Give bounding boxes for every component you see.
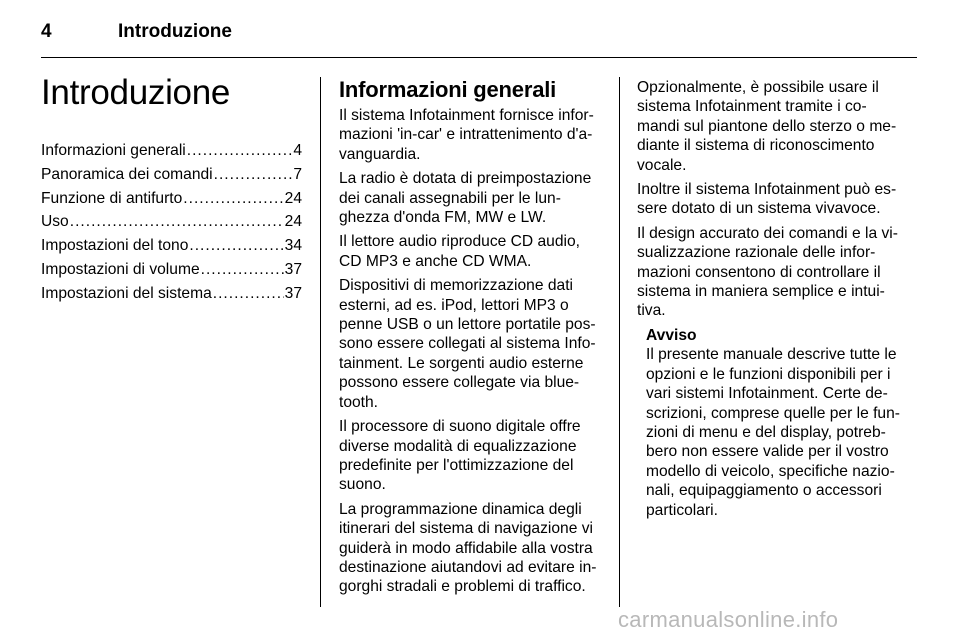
header-rule: [41, 57, 917, 58]
body-column-2: [339, 78, 601, 602]
toc-label: Impostazioni di volume: [41, 260, 200, 278]
toc-label: Uso: [41, 213, 69, 231]
note-text: Il presente manuale descrive tutte le opzioni e le funzioni disponibili per i vari sistemi Infotainment. Certe de- scrizioni, comprese quelle per le fun- zioni di menu e del display, potreb- bero non essere valide per il vostro modello di veicolo, specifiche nazio- nali, equipaggiamento o accessori particolari.: [646, 346, 900, 519]
column-divider-1: [320, 77, 321, 607]
toc-entry[interactable]: [41, 212, 302, 236]
toc-leader: [187, 141, 293, 160]
toc-leader: [214, 165, 293, 184]
column-divider-2: [619, 77, 620, 607]
paragraph: Il lettore audio riproduce CD audio, CD MP3 e anche CD WMA.: [339, 233, 580, 270]
toc-leader: [213, 284, 284, 303]
table-of-contents: [41, 141, 302, 308]
toc-entry[interactable]: [41, 284, 302, 308]
note-box: [637, 326, 901, 520]
paragraph: Il processore di suono digitale offre diverse modalità di equalizzazione predefinite per l'ottimizzazione del suono.: [339, 418, 581, 494]
toc-page: 37: [284, 284, 302, 302]
section-title: Informazioni generali: [339, 77, 557, 102]
toc-page: 24: [284, 213, 302, 231]
toc-page: 7: [293, 165, 302, 183]
toc-column: [41, 71, 302, 308]
paragraph: Inoltre il sistema Infotainment può es- sere dotato di un sistema vivavoce.: [637, 181, 897, 218]
watermark: carmanualsonline.info: [618, 607, 839, 632]
toc-page: 37: [284, 260, 302, 278]
toc-label: Impostazioni del sistema: [41, 284, 212, 302]
toc-entry[interactable]: [41, 260, 302, 284]
paragraph: Il design accurato dei comandi e la vi- sualizzazione razionale delle infor- mazioni consentono di controllare il sistema in maniera semplice e intui- tiva.: [637, 224, 898, 320]
paragraph: Dispositivi di memorizzazione dati esterni, ad es. iPod, lettori MP3 o penne USB o un lettore portatile pos- sono essere collegati al sistema Info- tainment. Le sorgenti audio esterne possono essere collegate via blue- tooth.: [339, 277, 596, 411]
toc-label: Funzione di antifurto: [41, 189, 183, 207]
toc-label: Impostazioni del tono: [41, 237, 189, 255]
toc-leader: [183, 189, 283, 208]
toc-leader: [189, 236, 283, 255]
body-column-3: [637, 78, 901, 525]
paragraph: La programmazione dinamica degli itinerari del sistema di navigazione vi guiderà in modo affidabile alla vostra destinazione aiutandovi ad evitare in- gorghi stradali e problemi di traffico.: [339, 500, 597, 596]
paragraph: La radio è dotata di preimpostazione dei canali assegnabili per le lun- ghezza d'onda FM, MW e LW.: [339, 170, 592, 227]
paragraph: Il sistema Infotainment fornisce infor- mazioni 'in-car' e intrattenimento d'a- vanguardia.: [339, 107, 594, 163]
toc-entry[interactable]: [41, 236, 302, 260]
chapter-title: Introduzione: [41, 73, 231, 112]
toc-leader: [201, 260, 284, 279]
toc-label: Informazioni generali: [41, 142, 186, 159]
running-title: Introduzione: [118, 21, 232, 42]
page-number: 4: [41, 21, 52, 42]
toc-entry[interactable]: [41, 141, 302, 165]
toc-page: 24: [284, 189, 302, 207]
toc-leader: [70, 212, 284, 231]
toc-page: 34: [284, 237, 302, 255]
toc-page: 4: [293, 142, 302, 159]
note-title: Avviso: [646, 326, 697, 344]
toc-label: Panoramica dei comandi: [41, 165, 213, 183]
paragraph: Opzionalmente, è possibile usare il sistema Infotainment tramite i co- mandi sul piantone dello sterzo o me- diante il sistema di riconoscimento vocale.: [637, 79, 897, 174]
toc-entry[interactable]: [41, 189, 302, 213]
toc-entry[interactable]: [41, 165, 302, 189]
